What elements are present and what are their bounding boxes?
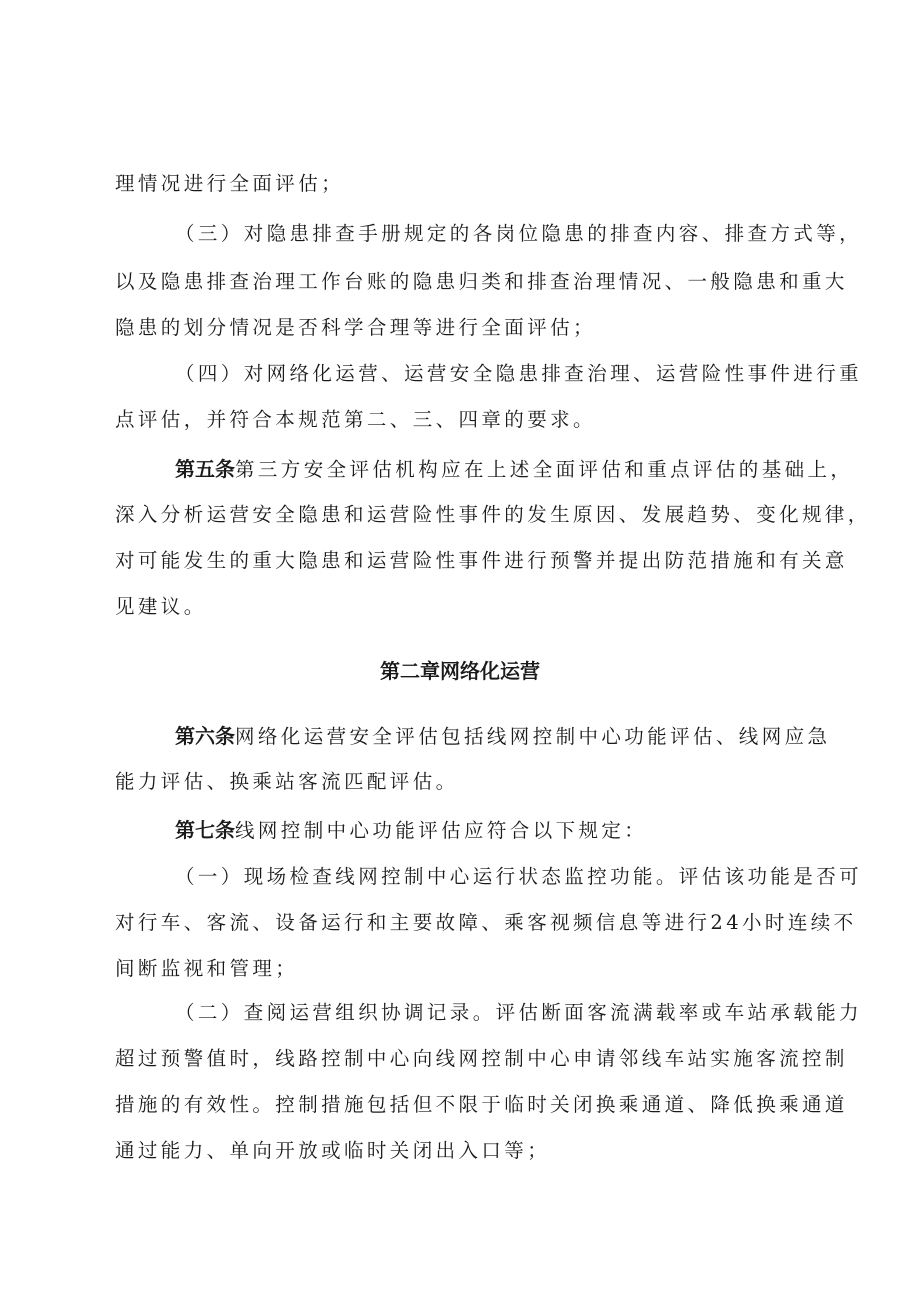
article-seven-heading: 第七条	[175, 818, 235, 842]
article-six-line-1	[175, 722, 830, 751]
article-five-heading: 第五条	[175, 457, 235, 481]
article-six-line-2: 能力评估、换乘站客流匹配评估。	[115, 770, 459, 793]
item-one-line-2: 对行车、客流、设备运行和主要故障、乘客视频信息等进行24小时连续不	[115, 911, 857, 934]
article-seven-line-1	[175, 816, 647, 845]
paragraph-line: 理情况进行全面评估；	[115, 172, 345, 195]
item-one-line-1: （一）现场检查线网控制中心运行状态监控功能。评估该功能是否可	[175, 865, 863, 888]
item-three-line-2: 以及隐患排查治理工作台账的隐患归类和排查治理情况、一般隐患和重大	[115, 270, 848, 293]
item-two-line-4: 通过能力、单向开放或临时关闭出入口等；	[115, 1139, 551, 1162]
item-two-line-1: （二）查阅运营组织协调记录。评估断面客流满载率或车站承载能力	[175, 1001, 863, 1024]
article-five-text: 第三方安全评估机构应在上述全面评估和重点评估的基础上，	[235, 458, 854, 481]
item-one-line-3: 间断监视和管理；	[115, 957, 299, 980]
article-five-line-1	[175, 455, 853, 484]
item-two-line-2: 超过预警值时，线路控制中心向线网控制中心申请邻线车站实施客流控制	[115, 1047, 848, 1070]
article-seven-text: 线网控制中心功能评估应符合以下规定：	[235, 819, 648, 842]
article-five-line-2: 深入分析运营安全隐患和运营险性事件的发生原因、发展趋势、变化规律，	[115, 503, 871, 526]
item-three-line-1: （三）对隐患排查手册规定的各岗位隐患的排查内容、排查方式等，	[175, 222, 863, 245]
item-two-line-3: 措施的有效性。控制措施包括但不限于临时关闭换乘通道、降低换乘通道	[115, 1093, 848, 1116]
chapter-title: 第二章网络化运营	[380, 659, 540, 683]
article-five-line-4: 见建议。	[115, 595, 207, 618]
article-five-line-3: 对可能发生的重大隐患和运营险性事件进行预警并提出防范措施和有关意	[115, 549, 848, 572]
article-six-text: 网络化运营安全评估包括线网控制中心功能评估、线网应急	[235, 725, 831, 748]
item-four-line-2: 点评估，并符合本规范第二、三、四章的要求。	[115, 408, 596, 431]
article-six-heading: 第六条	[175, 724, 235, 748]
item-four-line-1: （四）对网络化运营、运营安全隐患排查治理、运营险性事件进行重	[175, 362, 863, 385]
item-three-line-3: 隐患的划分情况是否科学合理等进行全面评估；	[115, 316, 596, 339]
